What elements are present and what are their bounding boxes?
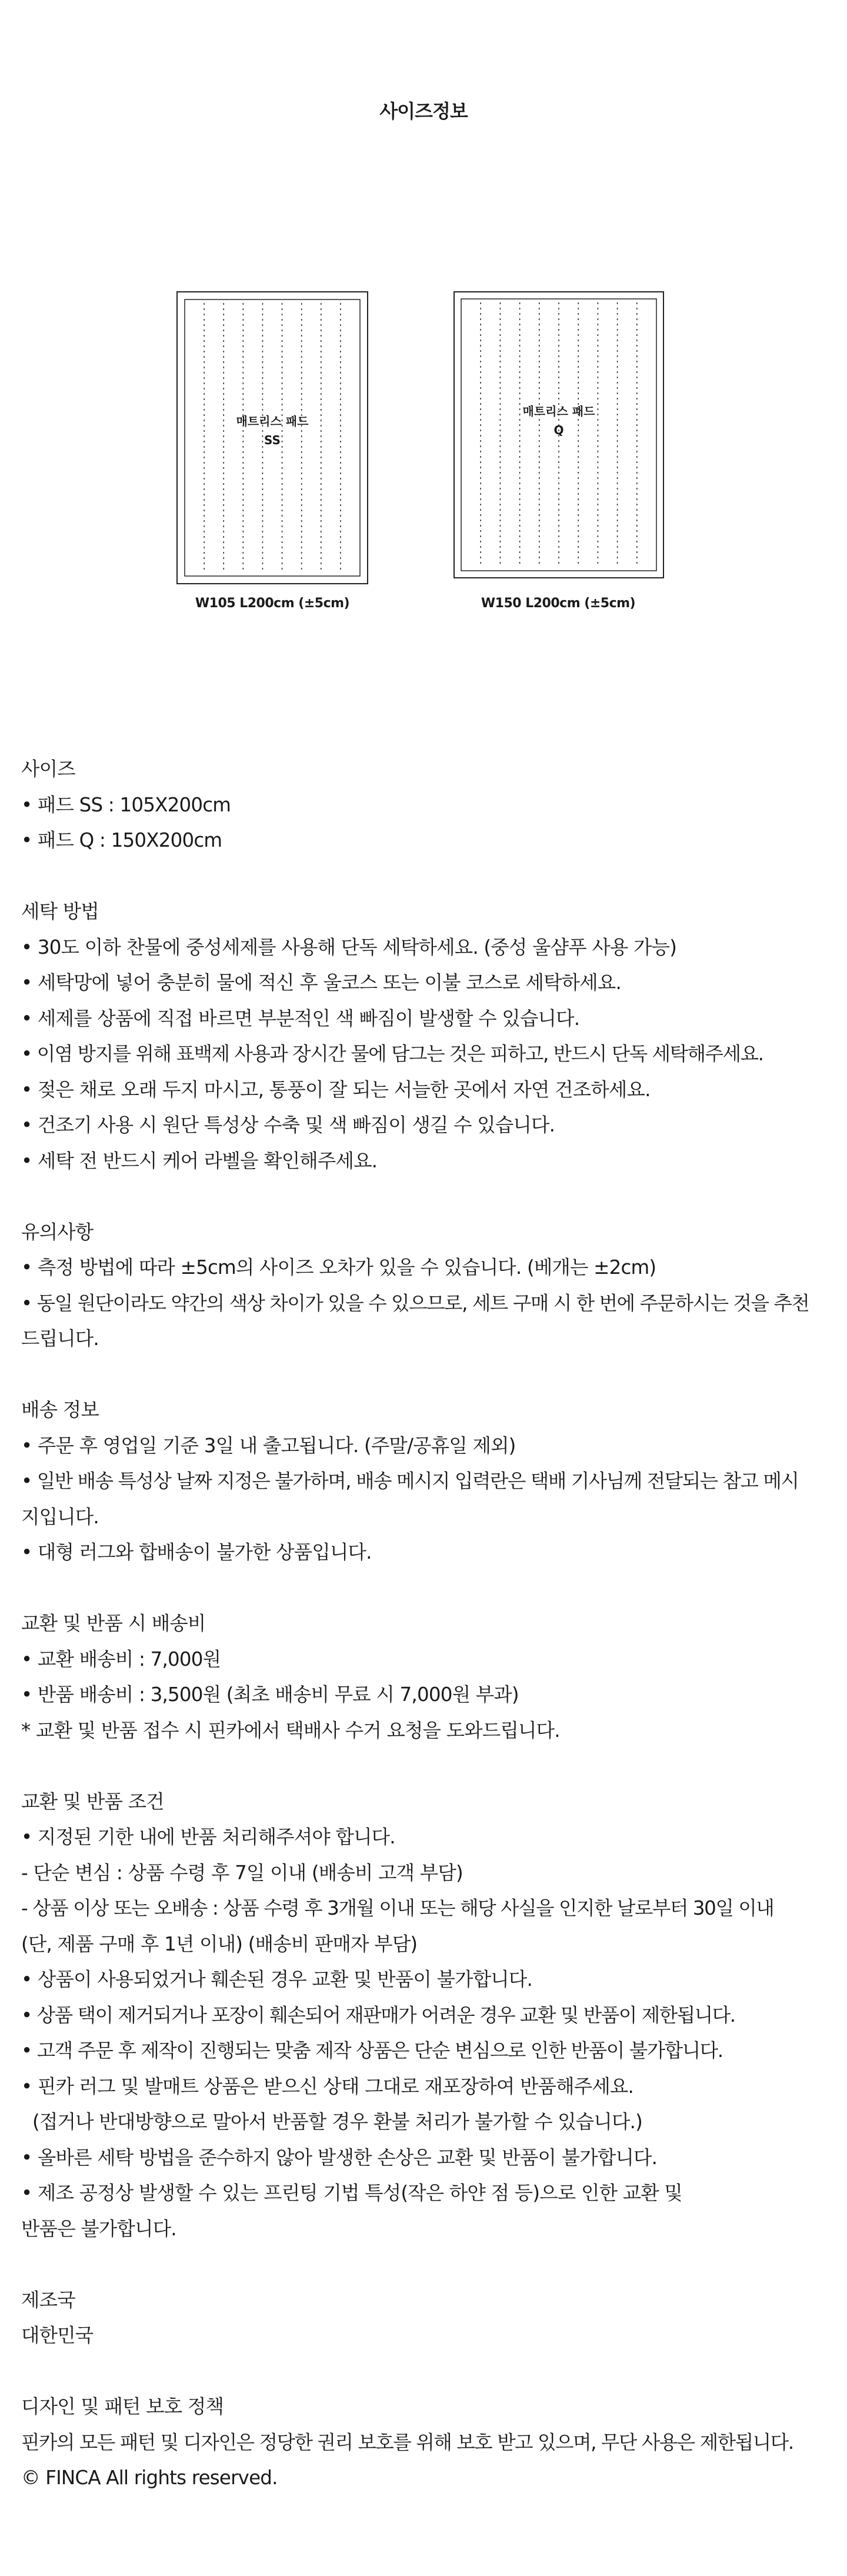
return-fee-section (21, 1606, 833, 1748)
info-line: (접거나 반대방향으로 말아서 반품할 경우 환불 처리가 불가할 수 있습니다.) (21, 2111, 642, 2133)
info-line: - 단순 변심 : 상품 수령 후 7일 이내 (배송비 고객 부담) (21, 1861, 463, 1884)
design-policy-section (21, 2389, 833, 2496)
info-line: • 측정 방법에 따라 ±5cm의 사이즈 오차가 있을 수 있습니다. (베개는 ±2cm) (21, 1256, 656, 1279)
info-line: • 대형 러그와 합배송이 불가한 상품입니다. (21, 1541, 372, 1563)
size-diagram-ss (176, 291, 371, 611)
size-caption-q: W150 L200cm (±5cm) (481, 596, 636, 611)
info-line: • 동일 원단이라도 약간의 색상 차이가 있을 수 있으므로, 세트 구매 시 한 번에 주문하시는 것을 추천 (21, 1292, 809, 1314)
figure-label-q: 매트리스 패드 Q (522, 404, 595, 437)
section-title: 제조국 (21, 2288, 75, 2311)
info-line: • 30도 이하 찬물에 중성세제를 사용해 단독 세탁하세요. (중성 울샴푸 사용 가능) (21, 936, 677, 958)
info-line: • 올바른 세탁 방법을 준수하지 않아 발생한 손상은 교환 및 반품이 불가합니다. (21, 2146, 658, 2169)
info-line: * 교환 및 반품 접수 시 핀카에서 택배사 수거 요청을 도와드립니다. (21, 1719, 560, 1742)
info-line: 핀카의 모든 패턴 및 디자인은 정당한 권리 보호를 위해 보호 받고 있으며, 무단 사용은 제한됩니다. (21, 2431, 793, 2454)
info-line: • 세제를 상품에 직접 바르면 부분적인 색 빠짐이 발생할 수 있습니다. (21, 1007, 580, 1030)
info-line: • 제조 공정상 발생할 수 있는 프린팅 기법 특성(작은 하얀 점 등)으로 인한 교환 및 (21, 2182, 683, 2204)
origin-section (21, 2282, 833, 2354)
size-caption-ss: W105 L200cm (±5cm) (195, 596, 350, 611)
info-line: • 이염 방지를 위해 표백제 사용과 장시간 물에 담그는 것은 피하고, 반드시 단독 세탁해주세요. (21, 1043, 763, 1065)
info-line: • 반품 배송비 : 3,500원 (최초 배송비 무료 시 7,000원 부과) (21, 1683, 519, 1706)
size-section (21, 751, 833, 858)
section-title: 교환 및 반품 시 배송비 (21, 1612, 206, 1635)
section-title: 유의사항 (21, 1220, 94, 1243)
info-line: • 세탁망에 넣어 충분히 물에 적신 후 울코스 또는 이불 코스로 세탁하세요. (21, 971, 621, 994)
shipping-section (21, 1392, 833, 1570)
info-line: 드립니다. (21, 1327, 99, 1350)
info-line: • 핀카 러그 및 발매트 상품은 받으신 상태 그대로 재포장하여 반품해주세요. (21, 2075, 634, 2098)
info-line: • 패드 Q : 150X200cm (21, 829, 222, 851)
info-line: 지입니다. (21, 1505, 99, 1528)
info-line: • 패드 SS : 105X200cm (21, 793, 231, 816)
section-title: 사이즈 (21, 758, 75, 780)
info-line: - 상품 이상 또는 오배송 : 상품 수령 후 3개월 이내 또는 해당 사실을 인지한 날로부터 30일 이내 (21, 1897, 774, 1919)
section-title: 세탁 방법 (21, 900, 99, 923)
section-title: 교환 및 반품 조건 (21, 1790, 164, 1813)
return-conditions-section (21, 1784, 833, 2247)
info-line: • 젖은 채로 오래 두지 마시고, 통풍이 잘 되는 서늘한 곳에서 자연 건조하세요. (21, 1078, 651, 1101)
info-line: • 상품 택이 제거되거나 포장이 훼손되어 재판매가 어려운 경우 교환 및 반품이 제한됩니다. (21, 2003, 735, 2026)
info-line: • 고객 주문 후 제작이 진행되는 맞춤 제작 상품은 단순 변심으로 인한 반품이 불가합니다. (21, 2039, 723, 2062)
info-line: (단, 제품 구매 후 1년 이내) (배송비 판매자 부담) (21, 1932, 418, 1955)
info-line: • 건조기 사용 시 원단 특성상 수축 및 색 빠짐이 생길 수 있습니다. (21, 1114, 555, 1136)
info-line: • 세탁 전 반드시 케어 라벨을 확인해주세요. (21, 1149, 378, 1172)
figure-label-ss: 매트리스 패드 SS (236, 414, 309, 447)
info-line: • 지정된 기한 내에 반품 처리해주셔야 합니다. (21, 1826, 395, 1848)
info-line: • 주문 후 영업일 기준 3일 내 출고됩니다. (주말/공휴일 제외) (21, 1434, 516, 1457)
size-diagram-q (453, 291, 648, 611)
washing-section (21, 894, 833, 1179)
section-title: 배송 정보 (21, 1399, 99, 1421)
info-line: • 교환 배송비 : 7,000원 (21, 1648, 221, 1670)
page-title: 사이즈정보 (379, 100, 468, 122)
section-title: 디자인 및 패턴 보호 정책 (21, 2395, 224, 2418)
product-info (21, 751, 833, 2496)
notes-section (21, 1214, 833, 1357)
info-line: 반품은 불가합니다. (21, 2217, 176, 2240)
info-line: • 상품이 사용되었거나 훼손된 경우 교환 및 반품이 불가합니다. (21, 1968, 533, 1991)
info-line: • 일반 배송 특성상 날짜 지정은 불가하며, 배송 메시지 입력란은 택배 기사님께 전달되는 참고 메시 (21, 1470, 799, 1492)
copyright-text: © FINCA All rights reserved. (21, 2467, 278, 2489)
info-line: 대한민국 (21, 2324, 94, 2347)
